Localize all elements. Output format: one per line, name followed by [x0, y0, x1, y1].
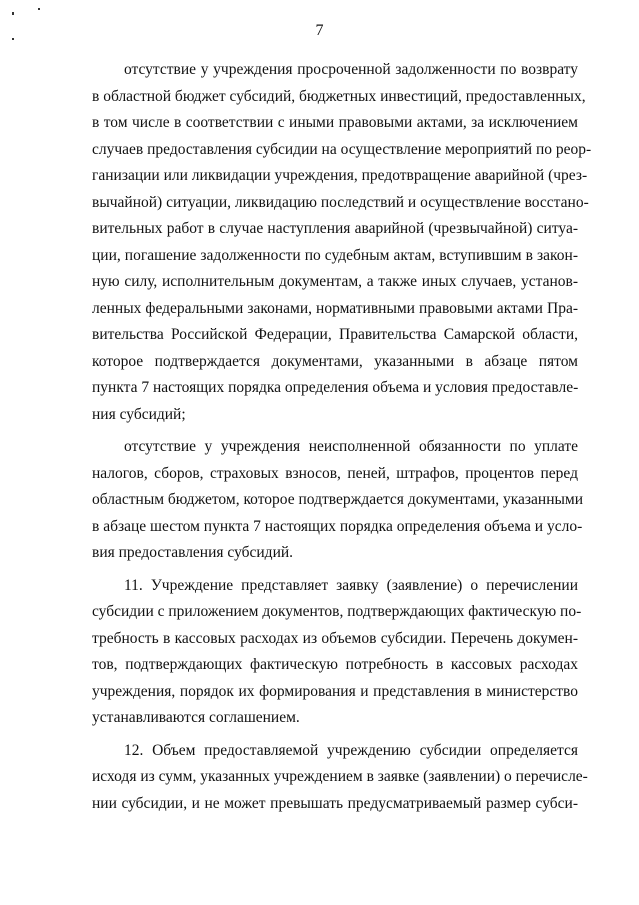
text-line: вычайной) ситуации, ликвидацию последствий и осуществление восстано-: [92, 194, 589, 211]
text-line: в абзаце шестом пункта 7 настоящих порядка определения объема и усло-: [92, 518, 583, 535]
text-line: случаев предоставления субсидии на осуществление мероприятий по реор-: [92, 141, 592, 158]
page-number: 7: [315, 22, 324, 39]
text-line: исходя из сумм, указанных учреждением в заявке (заявлении) о перечисле-: [92, 768, 588, 785]
scan-artifact: [38, 8, 40, 10]
text-line: требность в кассовых расходах из объемов субсидии. Перечень докумен-: [92, 630, 578, 647]
text-line: вительных работ в случае наступления аварийной (чрезвычайной) ситуа-: [92, 220, 578, 237]
text-line: отсутствие у учреждения неисполненной обязанности по уплате: [124, 438, 578, 455]
scan-artifact: [12, 12, 14, 15]
text-line: 11. Учреждение представляет заявку (заявление) о перечислении: [124, 577, 578, 594]
text-line: ции, погашение задолженности по судебным актам, вступившим в закон-: [92, 247, 578, 264]
text-line: которое подтверждается документами, указанными в абзаце пятом: [92, 353, 578, 370]
text-line: вительства Российской Федерации, Правительства Самарской области,: [92, 326, 578, 343]
text-line: 12. Объем предоставляемой учреждению субсидии определяется: [124, 742, 578, 759]
text-line: тов, подтверждающих фактическую потребность в кассовых расходах: [92, 656, 578, 673]
text-line: в том числе в соответствии с иными правовыми актами, за исключением: [92, 114, 578, 131]
text-line: вия предоставления субсидий.: [92, 544, 294, 561]
text-line: отсутствие у учреждения просроченной задолженности по возврату: [124, 61, 578, 78]
text-line: пункта 7 настоящих порядка определения объема и условия предоставле-: [92, 379, 579, 396]
text-line: учреждения, порядок их формирования и представления в министерство: [92, 683, 578, 700]
text-line: ния субсидий;: [92, 406, 186, 423]
text-line: налогов, сборов, страховых взносов, пеней, штрафов, процентов перед: [92, 465, 578, 482]
text-line: нии субсидии, и не может превышать предусматриваемый размер субси-: [92, 795, 578, 812]
text-line: субсидии с приложением документов, подтверждающих фактическую по-: [92, 603, 582, 620]
text-line: устанавливаются соглашением.: [92, 709, 300, 726]
text-line: в областной бюджет субсидий, бюджетных инвестиций, предоставленных,: [92, 88, 586, 105]
text-line: ную силу, исполнительным документам, а также иных случаев, установ-: [92, 273, 578, 290]
text-line: областным бюджетом, которое подтверждается документами, указанными: [92, 491, 584, 508]
text-line: ленных федеральными законами, нормативными правовыми актами Пра-: [92, 300, 578, 317]
text-line: ганизации или ликвидации учреждения, предотвращение аварийной (чрез-: [92, 167, 588, 184]
